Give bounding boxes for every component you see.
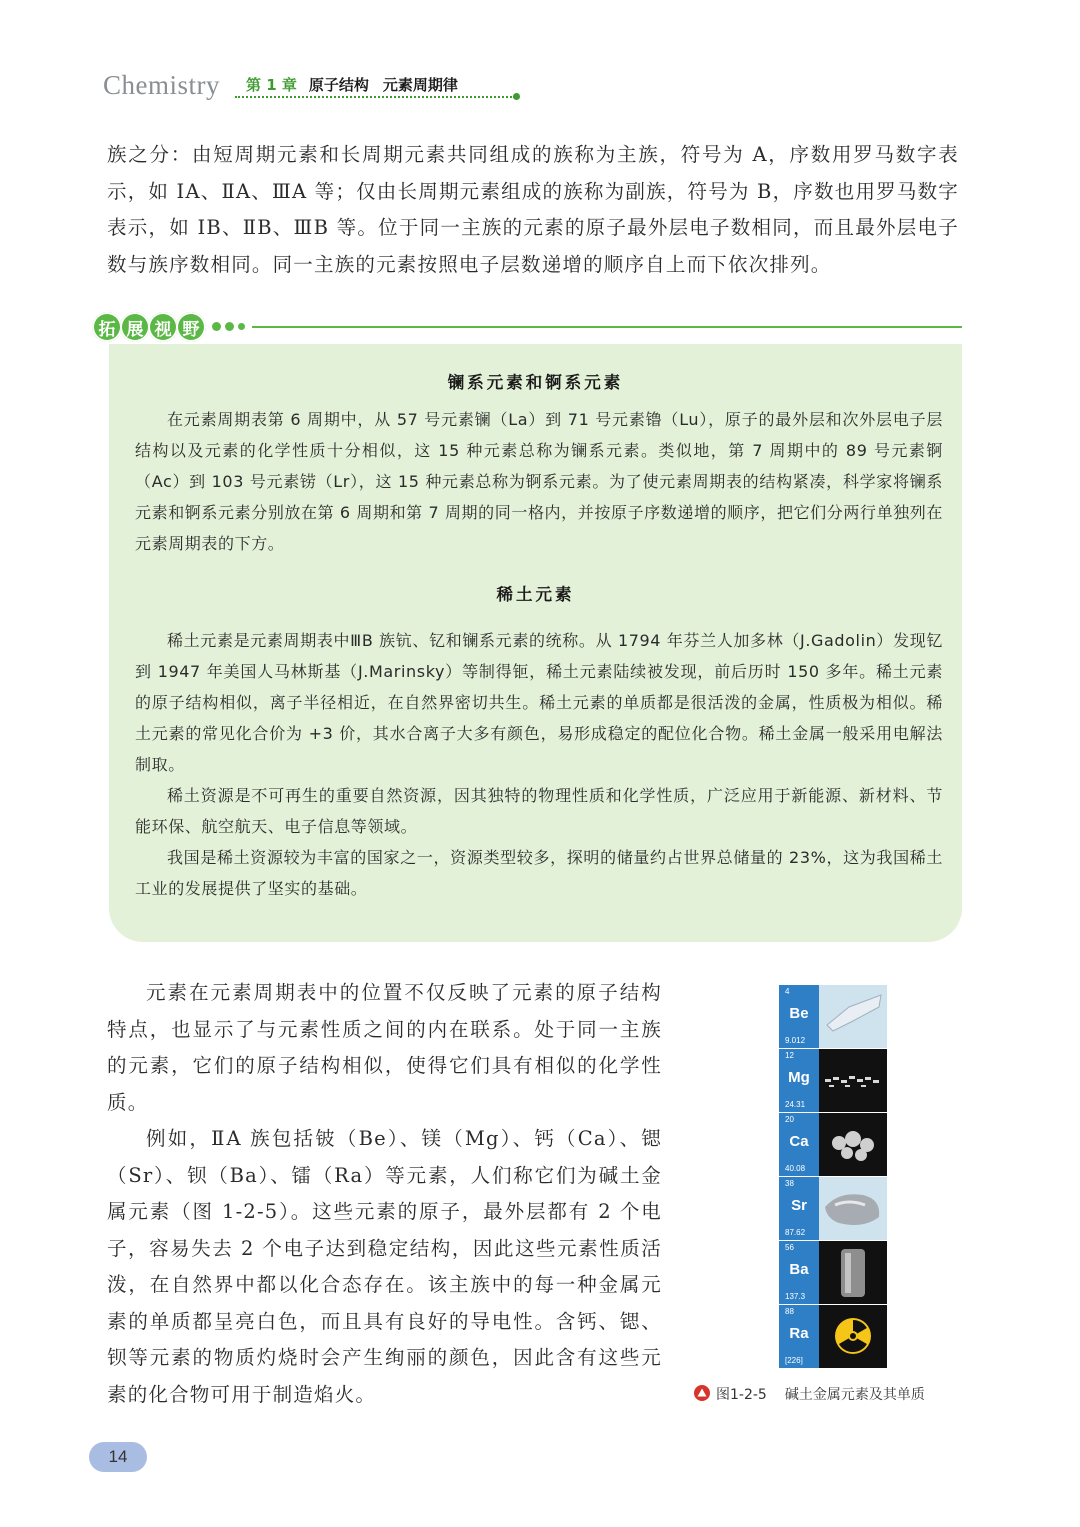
figure-caption: [694, 1384, 925, 1404]
chapter-title-part1: 原子结构: [308, 76, 369, 94]
atomic-mass: [226]: [785, 1356, 803, 1365]
section-title-lanthanides: 镧系元素和锕系元素: [447, 373, 624, 392]
strontium-photo: [819, 1177, 887, 1240]
body-paragraph-1: 元素在元素周期表中的位置不仅反映了元素的原子结构特点，也显示了与元素性质之间的内在联系。处于同一主族的元素，它们的原子结构相似，使得它们具有相似的化学性质。: [107, 981, 662, 1114]
element-symbol: Mg: [788, 1069, 810, 1086]
badge-char: 拓: [92, 312, 122, 342]
section-title-rare-earth: 稀土元素: [496, 585, 575, 604]
radiation-hazard-icon: [819, 1305, 887, 1368]
atomic-mass: 40.08: [785, 1164, 806, 1173]
element-symbol: Ca: [789, 1133, 809, 1150]
element-cell-ca: [779, 1113, 887, 1177]
atomic-number: 4: [785, 987, 790, 996]
chapter-title-part2: 元素周期律: [382, 76, 458, 94]
extension-badge: [92, 312, 204, 342]
element-symbol: Be: [789, 1005, 809, 1022]
chapter-number: 第 1 章: [246, 76, 297, 94]
atomic-number: 20: [785, 1115, 794, 1124]
badge-char: 野: [176, 312, 206, 342]
extension-panel-header: [92, 312, 962, 342]
running-header: [103, 66, 523, 106]
section-text-rare-earth-2: 稀土资源是不可再生的重要自然资源，因其独特的物理性质和化学性质，广泛应用于新能源、新材料、节能环保、航空航天、电子信息等领域。: [135, 786, 943, 836]
barium-photo: [819, 1241, 887, 1304]
element-symbol: Ba: [789, 1261, 809, 1278]
element-cell-ra: [779, 1305, 887, 1369]
atomic-number: 12: [785, 1051, 794, 1060]
extension-panel: [109, 344, 962, 942]
badge-char: 视: [148, 312, 178, 342]
atomic-mass: 9.012: [785, 1036, 806, 1045]
element-cell-be: [779, 985, 887, 1049]
brand-title: Chemistry: [103, 70, 220, 100]
element-symbol: Sr: [791, 1197, 807, 1214]
chapter-title: [246, 74, 458, 95]
body-paragraph-2: 例如，ⅡA 族包括铍（Be）、镁（Mg）、钙（Ca）、锶（Sr）、钡（Ba）、镭（Ra）等元素，人们称它们为碱土金属元素（图 1-2-5）。这些元素的原子，最外层都有 2 个电子，容易失去 2 个电子达到稳定结构，因此这些元素性质活泼，在自然界中都以化合态存在。该主族中的每一种金属元素的单质都呈亮白色，而且具有良好的导电性。含钙、锶、钡等元素的物质灼烧时会产生绚丽的颜色，因此含有这些元素的化合物可用于制造焰火。: [107, 1127, 662, 1406]
element-cell-ba: [779, 1241, 887, 1305]
intro-paragraph: 族之分：由短周期元素和长周期元素共同组成的族称为主族，符号为 A，序数用罗马数字表示，如 ⅠA、ⅡA、ⅢA 等；仅由长周期元素组成的族称为副族，符号为 B，序数也用罗马数字表示，如 ⅠB、ⅡB、ⅢB 等。位于同一主族的元素的原子最外层电子数相同，而且最外层电子数与族序数相同。同一主族的元素按照电子层数递增的顺序自上而下依次排列。: [107, 143, 959, 276]
alkaline-earth-figure: [779, 985, 887, 1369]
body-text: [107, 975, 662, 1413]
badge-dots: [212, 322, 245, 331]
element-cell-mg: [779, 1049, 887, 1113]
atomic-mass: 87.62: [785, 1228, 806, 1237]
atomic-number: 88: [785, 1307, 794, 1316]
figure-caption-text: 碱土金属元素及其单质: [784, 1387, 925, 1403]
atomic-mass: 24.31: [785, 1100, 806, 1109]
header-dotted-rule: [235, 96, 515, 98]
atomic-mass: 137.3: [785, 1292, 806, 1301]
figure-label: 图1-2-5: [716, 1387, 767, 1403]
panel-header-line: [252, 326, 962, 328]
element-cell-sr: [779, 1177, 887, 1241]
section-text-rare-earth-1: 稀土元素是元素周期表中ⅢB 族钪、钇和镧系元素的统称。从 1794 年芬兰人加多林（J.Gadolin）发现钇到 1947 年美国人马林斯基（J.Marinsky）等制得钷，稀土元素陆续被发现，前后历时 150 多年。稀土元素的原子结构相似，离子半径相近，在自然界密切共生。稀土元素的单质都是很活泼的金属，性质极为相似。稀土元素的常见化合价为 +3 价，其水合离子大多有颜色，易形成稳定的配位化合物。稀土金属一般采用电解法制取。: [135, 631, 943, 774]
atomic-number: 38: [785, 1179, 794, 1188]
element-symbol: Ra: [789, 1325, 809, 1342]
section-text-lanthanides: 在元素周期表第 6 周期中，从 57 号元素镧（La）到 71 号元素镥（Lu），原子的最外层和次外层电子层结构以及元素的化学性质十分相似，这 15 种元素总称为镧系元素。类似地，第 7 周期中的 89 号元素锕（Ac）到 103 号元素铹（Lr），这 15 种元素总称为锕系元素。为了使元素周期表的结构紧凑，科学家将镧系元素和锕系元素分别放在第 6 周期和第 7 周期的同一格内，并按原子序数递增的顺序，把它们分两行单独列在元素周期表的下方。: [135, 410, 943, 553]
atomic-number: 56: [785, 1243, 794, 1252]
badge-char: 展: [120, 312, 150, 342]
section-text-rare-earth-3: 我国是稀土资源较为丰富的国家之一，资源类型较多，探明的储量约占世界总储量的 23%，这为我国稀土工业的发展提供了坚实的基础。: [135, 848, 943, 898]
page-number: 14: [89, 1442, 147, 1472]
magnesium-photo: [819, 1049, 887, 1112]
beryllium-photo: [819, 985, 887, 1048]
header-dot: [513, 93, 520, 100]
caption-triangle-icon: [694, 1385, 710, 1401]
calcium-photo: [819, 1113, 887, 1176]
